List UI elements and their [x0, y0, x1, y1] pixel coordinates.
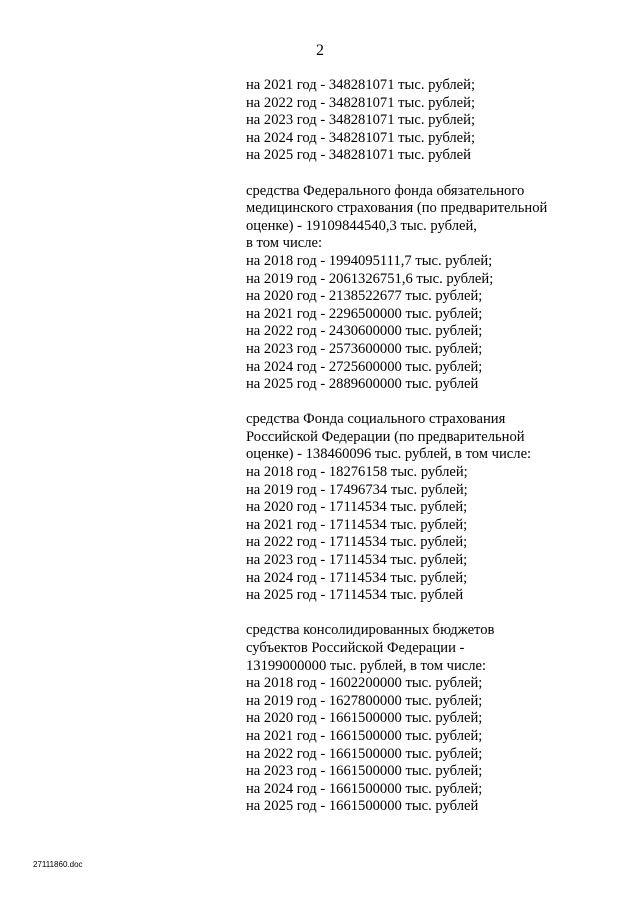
text-line: на 2025 год - 17114534 тыс. рублей	[246, 587, 464, 604]
text-block	[246, 77, 626, 165]
text-line: на 2022 год - 348281071 тыс. рублей;	[246, 94, 476, 111]
text-line: на 2021 год - 17114534 тыс. рублей;	[246, 516, 468, 533]
text-line: на 2020 год - 1661500000 тыс. рублей;	[246, 710, 483, 727]
document-body	[246, 77, 626, 816]
text-line: на 2024 год - 2725600000 тыс. рублей;	[246, 358, 483, 375]
text-line: на 2020 год - 17114534 тыс. рублей;	[246, 499, 468, 516]
text-line: на 2021 год - 1661500000 тыс. рублей;	[246, 727, 483, 744]
text-block	[246, 411, 626, 605]
text-line: на 2023 год - 17114534 тыс. рублей;	[246, 552, 468, 569]
text-line: средства консолидированных бюджетов	[246, 622, 495, 639]
page-number: 2	[316, 42, 324, 59]
text-line: средства Фонда социального страхования	[246, 411, 506, 428]
text-line: на 2023 год - 1661500000 тыс. рублей;	[246, 763, 483, 780]
text-line: на 2020 год - 2138522677 тыс. рублей;	[246, 288, 483, 305]
text-line: на 2021 год - 348281071 тыс. рублей;	[246, 77, 476, 93]
text-line: на 2023 год - 2573600000 тыс. рублей;	[246, 340, 483, 357]
text-line: оценке) - 19109844540,3 тыс. рублей,	[246, 217, 477, 234]
text-line: на 2018 год - 1602200000 тыс. рублей;	[246, 675, 483, 692]
text-line: на 2024 год - 1661500000 тыс. рублей;	[246, 780, 483, 797]
text-block	[246, 183, 626, 394]
text-line: на 2019 год - 17496734 тыс. рублей;	[246, 481, 468, 498]
text-line: оценке) - 138460096 тыс. рублей, в том числе:	[246, 446, 532, 463]
text-line: на 2025 год - 1661500000 тыс. рублей	[246, 798, 479, 815]
footer-filename: 27111860.doc	[33, 860, 83, 869]
text-line: на 2018 год - 1994095111,7 тыс. рублей;	[246, 252, 493, 269]
text-line: на 2025 год - 348281071 тыс. рублей	[246, 147, 471, 164]
text-line: на 2023 год - 348281071 тыс. рублей;	[246, 112, 476, 129]
text-line: на 2024 год - 17114534 тыс. рублей;	[246, 569, 468, 586]
text-line: субъектов Российской Федерации -	[246, 640, 465, 656]
text-line: медицинского страхования (по предварительной	[246, 200, 548, 217]
text-line: Российской Федерации (по предварительной	[246, 428, 525, 445]
text-line: на 2021 год - 2296500000 тыс. рублей;	[246, 305, 483, 322]
text-line: на 2022 год - 17114534 тыс. рублей;	[246, 534, 468, 551]
text-line: на 2019 год - 2061326751,6 тыс. рублей;	[246, 270, 494, 287]
text-line: на 2025 год - 2889600000 тыс. рублей	[246, 376, 479, 393]
text-line: средства Федерального фонда обязательного	[246, 182, 525, 199]
text-line: в том числе:	[246, 235, 323, 252]
text-line: на 2019 год - 1627800000 тыс. рублей;	[246, 692, 483, 709]
text-line: 13199000000 тыс. рублей, в том числе:	[246, 657, 487, 674]
text-line: на 2022 год - 1661500000 тыс. рублей;	[246, 745, 483, 762]
text-line: на 2018 год - 18276158 тыс. рублей;	[246, 464, 468, 481]
text-line: на 2024 год - 348281071 тыс. рублей;	[246, 129, 476, 146]
text-line: на 2022 год - 2430600000 тыс. рублей;	[246, 323, 483, 340]
text-block	[246, 622, 626, 816]
